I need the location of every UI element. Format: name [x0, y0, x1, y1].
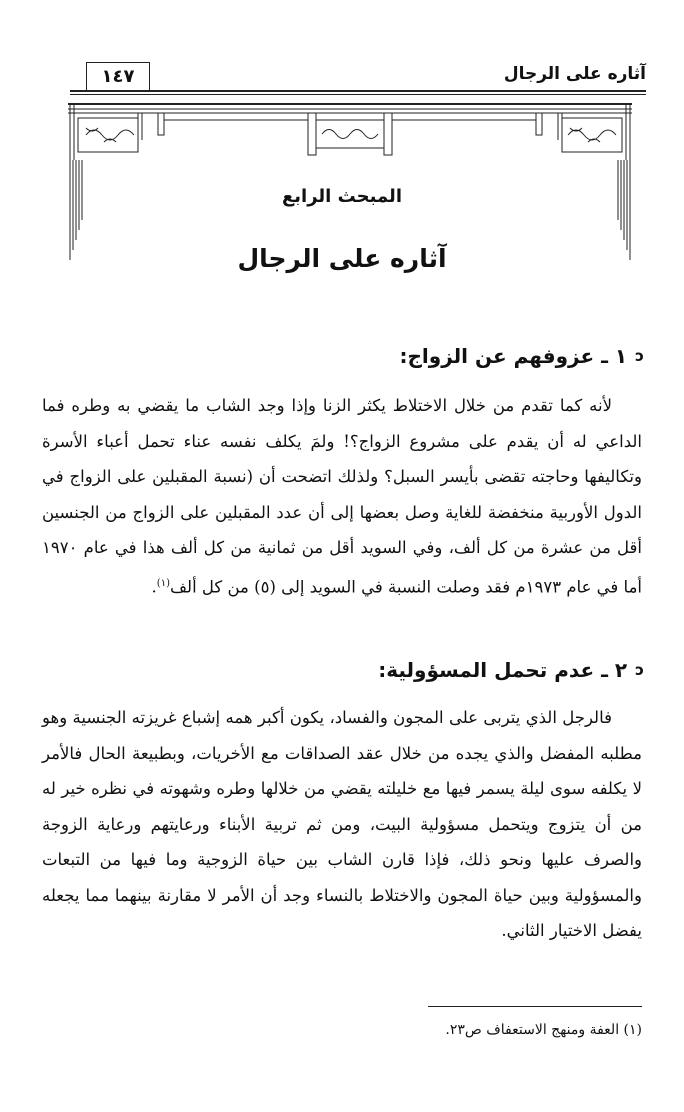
section-heading	[378, 658, 644, 682]
bullet-icon: ↄ	[635, 347, 644, 365]
paragraph-end: .	[151, 577, 157, 596]
footnote: (١) العفة ومنهج الاستعفاف ص٢٣.	[445, 1022, 642, 1038]
chapter-label: المبحث الرابع	[282, 186, 402, 207]
header-rule-thin	[70, 94, 646, 95]
section-heading-text: ١ ـ عزوفهم عن الزواج:	[399, 344, 628, 368]
header-rule	[70, 90, 646, 92]
running-title: آثاره على الرجال	[503, 64, 646, 84]
running-header	[70, 56, 646, 96]
section-heading	[400, 344, 645, 368]
section-body	[42, 388, 642, 605]
paragraph-text: لأنه كما تقدم من خلال الاختلاط يكثر الزنا وإذا وجد الشاب ما يقضي به وطره فما الداعي له أن يقدم على مشروع الزواج؟! ولمَ يكلف نفسه عناء تحمل أعباء الأسرة وتكاليفها وحاجته تقضى بأيسر السبل؟ ولذلك اتضحت أن (نسبة المقبلين على الزواج في الدول الأوربية منخفضة للغاية وصل بعضها إلى أن عدد المقبلين على الزواج من الجنسين أقل من عشرة من كل ألف، وفي السويد أقل من ثمانية من كل ألف هذا في عام ١٩٧٠ أما في عام ١٩٧٣م فقد وصلت النسبة في السويد إلى (٥) من كل ألف	[42, 396, 642, 596]
chapter-title: آثاره على الرجال	[237, 244, 447, 273]
paragraph	[42, 388, 642, 605]
page-number: ١٤٧	[86, 62, 150, 91]
bullet-icon: ↄ	[635, 661, 644, 679]
paragraph: فالرجل الذي يتربى على المجون والفساد، يكون أكبر همه إشباع غريزته الجنسية وهو مطلبه المفضل والذي يجده من خلال عقد الصداقات مع الأخريات، وبطبيعة الحال فالأمر لا يكلفه سوى ليلة يسمر فيها مع خليلته يقضي من خلالها وطره وشهوته في نظره خير له من أن يتزوج ويتحمل مسؤولية البيت، ومن ثم تربية الأبناء ورعايتهم ورعاية الزوجة والصرف عليها ونحو ذلك، فإذا قارن الشاب بين حياة الزوجية وما فيها من التبعات والمسؤولية وبين حياة المجون والاختلاط بالنساء وجد أن الأمر لا مقارنة بينهما مما يجعله يفضل الاختيار الثاني.	[42, 708, 642, 940]
footnote-divider	[428, 1006, 642, 1007]
section-heading-text: ٢ ـ عدم تحمل المسؤولية:	[378, 658, 628, 682]
footnote-ref: (١)	[156, 577, 170, 589]
section-body	[42, 700, 642, 949]
